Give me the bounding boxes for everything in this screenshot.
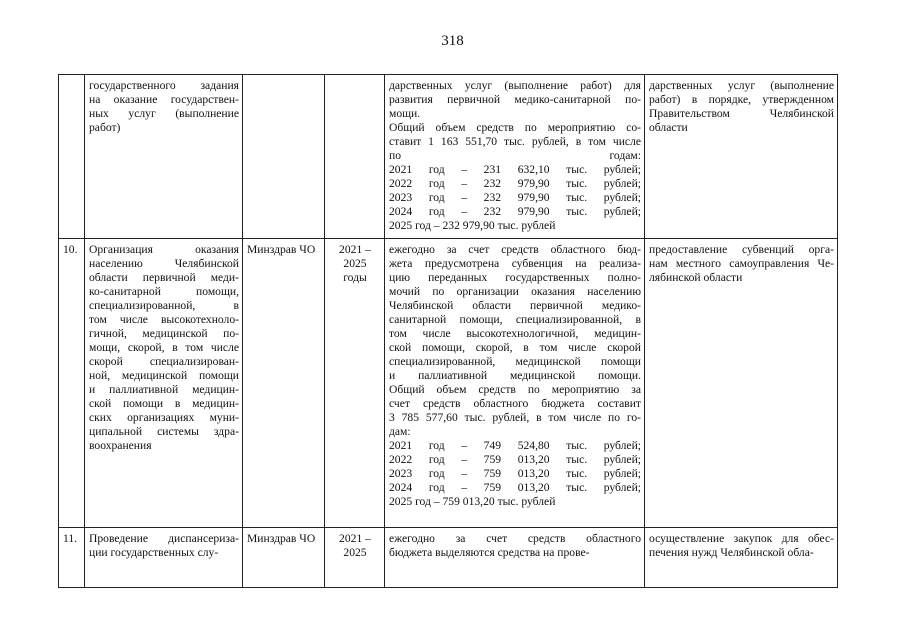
text-line: специализированной, медицинской помощи <box>389 355 641 368</box>
text-line: осуществление закупок для обес- <box>649 532 834 545</box>
text-line: 2022 год – 759 013,20 тыс. рублей; <box>389 453 641 466</box>
text-line: дарственных услуг (выполнение работ) для <box>389 79 641 92</box>
period-cell <box>325 528 385 588</box>
content-cell <box>385 528 645 588</box>
text-line: ской помощи, скорой, в том числе скорой <box>389 341 641 354</box>
text-line: 2025 год – 232 979,90 тыс. рублей <box>389 219 556 232</box>
text-line: специализированной, в <box>89 299 239 312</box>
result-cell <box>645 75 838 239</box>
result-cell <box>645 528 838 588</box>
text-line: 2021 – <box>339 532 371 545</box>
text-line: лябинской области <box>649 271 743 284</box>
measure-name-cell <box>85 528 243 588</box>
text-line: воохранения <box>89 439 152 452</box>
period-cell <box>325 239 385 528</box>
text-line: области первичной меди- <box>89 271 239 284</box>
text-line: том числе высокотехноло- <box>89 313 239 326</box>
text-line: на оказание государствен- <box>89 93 239 106</box>
measures-table <box>58 74 838 588</box>
text-line: населению Челябинской <box>89 257 239 270</box>
text-line: 2025 <box>343 257 367 270</box>
text-line: Проведение диспансериза- <box>89 532 239 545</box>
result-cell <box>645 239 838 528</box>
text-line: жета предусмотрена субвенция на реализа- <box>389 257 641 270</box>
text-line: государственного задания <box>89 79 239 92</box>
text-line: ципальной системы здра- <box>89 425 239 438</box>
table-row <box>59 239 838 528</box>
text-line: по годам: <box>389 149 641 162</box>
row-number-cell <box>59 75 85 239</box>
text-line: бюджета выделяются средства на прове- <box>389 546 590 559</box>
text-line: Правительством Челябинской <box>649 107 834 120</box>
text-line: санитарной помощи, специализированной, в <box>389 313 641 326</box>
text-line: Организация оказания <box>89 243 239 256</box>
text-line: ежегодно за счет средств областного бюд- <box>389 243 641 256</box>
row-number-cell: 10. <box>59 239 85 528</box>
text-line: 2024 год – 759 013,20 тыс. рублей; <box>389 481 641 494</box>
text-line: ных услуг (выполнение <box>89 107 239 120</box>
text-line: 2025 <box>343 546 367 559</box>
text-line: Общий объем средств по мероприятию со- <box>389 121 641 134</box>
text-line: Общий объем средств по мероприятию за <box>389 383 641 396</box>
period-cell <box>325 75 385 239</box>
text-line: мощи, скорой, в том числе <box>89 341 239 354</box>
text-line: цию переданных государственных полно- <box>389 271 641 284</box>
text-line: 2024 год – 232 979,90 тыс. рублей; <box>389 205 641 218</box>
text-line: и паллиативной медицинской помощи. <box>389 369 641 382</box>
text-line: 2021 год – 231 632,10 тыс. рублей; <box>389 163 641 176</box>
text-line: работ) <box>89 121 121 134</box>
text-line: работ) в порядке, утвержденном <box>649 93 834 106</box>
text-line: ских организациях муни- <box>89 411 239 424</box>
executor-cell: Минздрав ЧО <box>243 528 325 588</box>
text-line: развития первичной медико-санитарной по- <box>389 93 641 106</box>
table-row <box>59 75 838 239</box>
text-line: ежегодно за счет средств областного <box>389 532 641 545</box>
text-line: ной, медицинской помощи <box>89 369 239 382</box>
text-line: дам: <box>389 425 411 438</box>
text-line: 2021 год – 749 524,80 тыс. рублей; <box>389 439 641 452</box>
text-line: скорой специализирован- <box>89 355 239 368</box>
row-number-cell: 11. <box>59 528 85 588</box>
text-line: годы <box>343 271 367 284</box>
text-line: 2023 год – 232 979,90 тыс. рублей; <box>389 191 641 204</box>
text-line: мощи. <box>389 107 421 120</box>
content-cell <box>385 75 645 239</box>
executor-cell: Минздрав ЧО <box>243 239 325 528</box>
text-line: 2025 год – 759 013,20 тыс. рублей <box>389 495 556 508</box>
text-line: нам местного самоуправления Че- <box>649 257 834 270</box>
measure-name-cell <box>85 239 243 528</box>
text-line: предоставление субвенций орга- <box>649 243 834 256</box>
executor-cell <box>243 75 325 239</box>
text-line: 2023 год – 759 013,20 тыс. рублей; <box>389 467 641 480</box>
page-number: 318 <box>441 33 464 49</box>
text-line: мочий по организации оказания населению <box>389 285 641 298</box>
text-line: 2022 год – 232 979,90 тыс. рублей; <box>389 177 641 190</box>
text-line: ской помощи в медицин- <box>89 397 239 410</box>
text-line: печения нужд Челябинской обла- <box>649 546 814 559</box>
text-line: счет средств областного бюджета составит <box>389 397 641 410</box>
text-line: области <box>649 121 688 134</box>
text-line: 2021 – <box>339 243 371 256</box>
table-row <box>59 528 838 588</box>
text-line: ко-санитарной помощи, <box>89 285 239 298</box>
text-line: ции государственных слу- <box>89 546 219 559</box>
text-line: Челябинской области первичной медико- <box>389 299 641 312</box>
text-line: ставит 1 163 551,70 тыс. рублей, в том числе <box>389 135 641 148</box>
text-line: 3 785 577,60 тыс. рублей, в том числе по го- <box>389 411 641 424</box>
text-line: том числе высокотехнологичной, медицин- <box>389 327 641 340</box>
text-line: гичной, медицинской по- <box>89 327 239 340</box>
text-line: дарственных услуг (выполнение <box>649 79 834 92</box>
measure-name-cell <box>85 75 243 239</box>
content-cell <box>385 239 645 528</box>
text-line: и паллиативной медицин- <box>89 383 239 396</box>
